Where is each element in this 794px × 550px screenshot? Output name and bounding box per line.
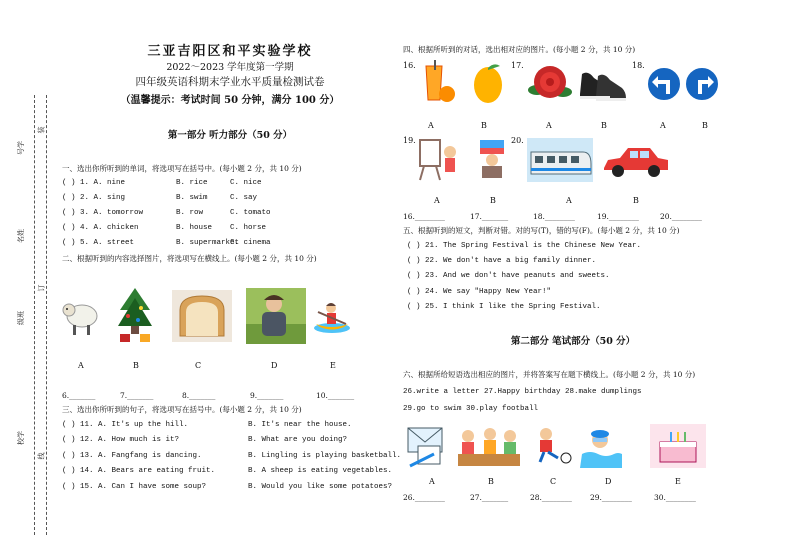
sec4-blank-19[interactable]: 19.________ xyxy=(597,212,639,221)
painting-picture xyxy=(418,136,462,182)
margin-label-school: 校学 xyxy=(17,431,25,445)
sec4-label-20b: B xyxy=(633,196,639,205)
margin-label-name: 名姓 xyxy=(17,229,25,243)
sec4-num-16: 16. xyxy=(403,61,416,70)
sec4-num-17: 17. xyxy=(511,61,524,70)
sec2-blank-10[interactable]: 10._______ xyxy=(316,391,355,400)
sec5-row-24: ( ) 24. We say "Happy New Year!" xyxy=(407,288,552,296)
sec3-row-13: ( ) 13. A. Fangfang is dancing. B. Lingling is playing basketball. xyxy=(62,452,402,460)
sec4-label-17b: B xyxy=(601,121,607,130)
margin-label-student-no: 号学 xyxy=(17,141,25,155)
sec1-row-2: ( ) 2. A. sing B. swim C. say xyxy=(62,194,258,202)
sec1-row-4: ( ) 4. A. chicken B. house C. horse xyxy=(62,224,267,232)
sec6-blank-28[interactable]: 28.________ xyxy=(530,493,572,502)
sec6-phrases-line1: 26.write a letter 27.Happy birthday 28.make dumplings xyxy=(403,388,642,396)
sec4-label-20a: A xyxy=(566,196,572,205)
sec6-label-d: D xyxy=(605,477,612,486)
sec1-title: 一、选出你所听到的单词，将选项写在括号中。(每小题 2 分，共 10 分) xyxy=(62,164,302,173)
sec2-label-c: C xyxy=(195,361,202,370)
sec2-label-b: B xyxy=(133,361,139,370)
sec6-blank-29[interactable]: 29.________ xyxy=(590,493,632,502)
exam-title: 四年级英语科期末学业水平质量检测试卷 xyxy=(135,76,325,88)
sec4-num-20: 20. xyxy=(511,136,524,145)
sec4-label-16b: B xyxy=(481,121,487,130)
christmas-tree-picture xyxy=(116,286,154,344)
sec2-label-a: A xyxy=(78,361,84,370)
margin-mark-3: 线 xyxy=(37,452,46,460)
kayak-picture xyxy=(312,294,352,338)
school-name: 三亚吉阳区和平实验学校 xyxy=(147,44,313,59)
sec1-row-1: ( ) 1. A. nine B. rice C. nice xyxy=(62,179,262,187)
sec4-blank-18[interactable]: 18.________ xyxy=(533,212,575,221)
binding-line-inner xyxy=(46,95,47,535)
sec6-blank-26[interactable]: 26.________ xyxy=(403,493,445,502)
sec3-row-14: ( ) 14. A. Bears are eating fruit. B. A sheep is eating vegetables. xyxy=(62,467,393,475)
sec6-label-b: B xyxy=(488,477,494,486)
sec3-row-12: ( ) 12. A. How much is it? B. What are you doing? xyxy=(62,436,348,444)
sec2-label-d: D xyxy=(271,361,278,370)
sec4-label-19a: A xyxy=(434,196,440,205)
sec5-row-21: ( ) 21. The Spring Festival is the Chinese New Year. xyxy=(407,242,642,250)
car-picture xyxy=(600,138,672,182)
bread-picture xyxy=(172,290,232,342)
sec6-label-e: E xyxy=(675,477,681,486)
sec6-blank-30[interactable]: 30.________ xyxy=(654,493,696,502)
sec4-blank-16[interactable]: 16.________ xyxy=(403,212,445,221)
sec6-phrases-line2: 29.go to swim 30.play football xyxy=(403,405,539,413)
margin-label-class: 级班 xyxy=(17,311,25,325)
dumplings-picture xyxy=(456,424,522,468)
birthday-cake-picture xyxy=(650,424,706,468)
sec4-title: 四、根据所听到的对话，选出相对应的图片。(每小题 2 分，共 10 分) xyxy=(403,45,636,54)
sec3-title: 三、选出你所听到的句子，将选项写在括号中。(每小题 2 分，共 10 分) xyxy=(62,405,302,414)
football-picture xyxy=(530,426,574,466)
sec5-row-22: ( ) 22. We don't have a big family dinner. xyxy=(407,257,597,265)
sec2-blank-7[interactable]: 7._______ xyxy=(120,391,154,400)
sec5-title: 五、根据听到的短文，判断对错。对的写(T)，错的写(F)。(每小题 2 分，共 10 分) xyxy=(403,226,680,235)
sec5-row-23: ( ) 23. And we don't have peanuts and sweets. xyxy=(407,272,610,280)
letter-picture xyxy=(404,422,450,468)
sec4-label-17a: A xyxy=(546,121,552,130)
orange-juice-picture xyxy=(420,60,456,104)
sec6-label-c: C xyxy=(550,477,557,486)
sec2-blank-6[interactable]: 6._______ xyxy=(62,391,96,400)
turn-signs-picture xyxy=(646,60,722,106)
sec6-blank-27[interactable]: 27._______ xyxy=(470,493,509,502)
sheep-picture xyxy=(60,296,100,340)
school-year: 2022～2023 学年度第一学期 xyxy=(166,62,294,73)
sec5-row-25: ( ) 25. I think I like the Spring Festival. xyxy=(407,303,601,311)
margin-mark-1: 装 xyxy=(37,126,46,134)
train-picture xyxy=(527,138,593,182)
sec1-row-5: ( ) 5. A. street B. supermarket C. cinema xyxy=(62,239,271,247)
sec4-label-16a: A xyxy=(428,121,434,130)
sec3-row-15: ( ) 15. A. Can I have some soup? B. Would you like some potatoes? xyxy=(62,483,393,491)
sec6-title: 六、根据所给短语选出相应的图片，并将答案写在题下横线上。(每小题 2 分，共 10 分) xyxy=(403,370,696,379)
mango-picture xyxy=(470,60,506,106)
sec4-num-18: 18. xyxy=(632,61,645,70)
binding-line-outer xyxy=(34,95,35,535)
sec2-title: 二、根据听到的内容选择图片，将选项写在横线上。(每小题 2 分，共 10 分) xyxy=(62,254,317,263)
boy-photo-picture xyxy=(246,288,306,344)
sec2-label-e: E xyxy=(330,361,336,370)
sec2-blank-8[interactable]: 8._______ xyxy=(182,391,216,400)
sec1-row-3: ( ) 3. A. tomorrow B. row C. tomato xyxy=(62,209,271,217)
sec4-blank-20[interactable]: 20.________ xyxy=(660,212,702,221)
sec4-num-19: 19. xyxy=(403,136,416,145)
sec2-blank-9[interactable]: 9._______ xyxy=(250,391,284,400)
sec4-label-19b: B xyxy=(490,196,496,205)
sec4-label-18a: A xyxy=(660,121,666,130)
margin-mark-2: 订 xyxy=(37,284,46,292)
rose-picture xyxy=(527,60,573,106)
sec3-row-11: ( ) 11. A. It's up the hill. B. It's near the house. xyxy=(62,421,352,429)
sneakers-picture xyxy=(578,62,628,104)
exam-tip: （温馨提示：考试时间 50 分钟，满分 100 分） xyxy=(120,95,340,106)
reading-picture xyxy=(474,136,510,182)
sec6-label-a: A xyxy=(429,477,435,486)
part1-title: 第一部分 听力部分（50 分） xyxy=(167,130,293,141)
swimming-picture xyxy=(580,424,622,468)
sec4-blank-17[interactable]: 17._______ xyxy=(470,212,509,221)
part2-title: 第二部分 笔试部分（50 分） xyxy=(510,336,636,347)
sec4-label-18b: B xyxy=(702,121,708,130)
